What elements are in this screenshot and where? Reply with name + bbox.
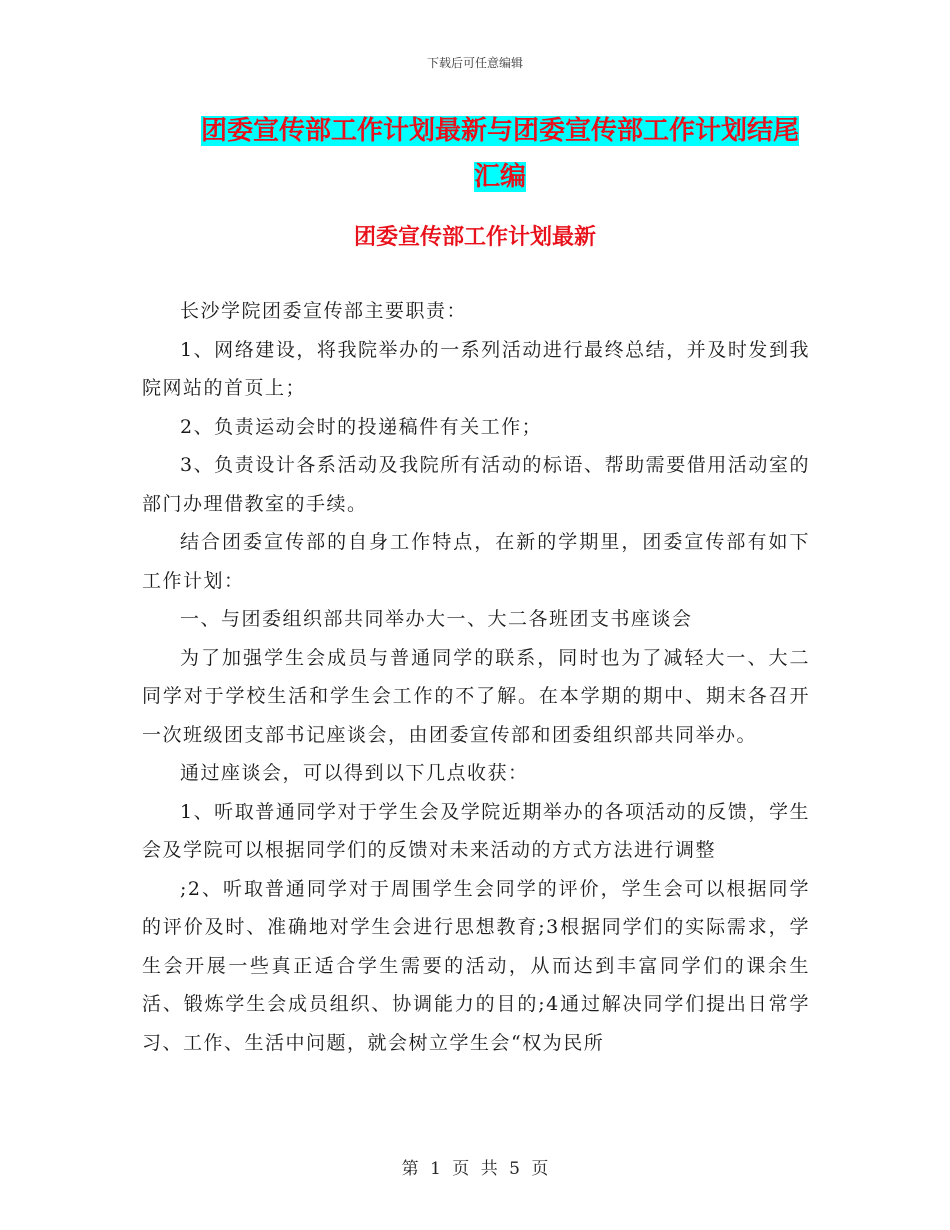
header-note: 下载后可任意编辑 [426,56,523,70]
paragraph: 1、听取普通同学对于学生会及学院近期举办的各项活动的反馈，学生会及学院可以根据同学们的反馈对未来活动的方式方法进行调整 [142,800,810,861]
document-body [142,292,810,1062]
document-title-line-2: 汇编 [473,162,526,192]
paragraph: 通过座谈会，可以得到以下几点收获： [180,762,529,784]
paragraph: 1、网络建设，将我院举办的一系列活动进行最终总结，并及时发到我院网站的首页上； [142,338,810,399]
page-number-footer: 第 1 页 共 5 页 [401,1159,549,1179]
document-title-line-1: 团委宣传部工作计划最新与团委宣传部工作计划结尾 [200,116,799,146]
paragraph: 3、负责设计各系活动及我院所有活动的标语、帮助需要借用活动室的部门办理借教室的手续。 [142,454,810,515]
paragraph: 2、负责运动会时的投递稿件有关工作； [180,415,543,438]
paragraph: 为了加强学生会成员与普通同学的联系，同时也为了减轻大一、大二同学对于学校生活和学生会工作的不了解。在本学期的期中、期末各召开一次班级团支部书记座谈会，由团委宣传部和团委组织部共同举办。 [142,646,810,746]
section-heading: 团委宣传部工作计划最新 [353,225,596,250]
paragraph: ;2、听取普通同学对于周围学生会同学的评价，学生会可以根据同学的评价及时、准确地对学生会进行思想教育;3根据同学们的实际需求，学生会开展一些真正适合学生需要的活动，从而达到丰富同学们的课余生活、锻炼学生会成员组织、协调能力的目的;4通过解决同学们提出日常学习、工作、生活中问题，就会树立学生会“权为民所 [142,877,810,1054]
paragraph: 一、与团委组织部共同举办大一、大二各班团支书座谈会 [180,608,693,630]
document-title [190,108,810,200]
paragraph: 结合团委宣传部的自身工作特点，在新的学期里，团委宣传部有如下工作计划： [142,531,810,592]
paragraph: 长沙学院团委宣传部主要职责： [180,300,468,322]
